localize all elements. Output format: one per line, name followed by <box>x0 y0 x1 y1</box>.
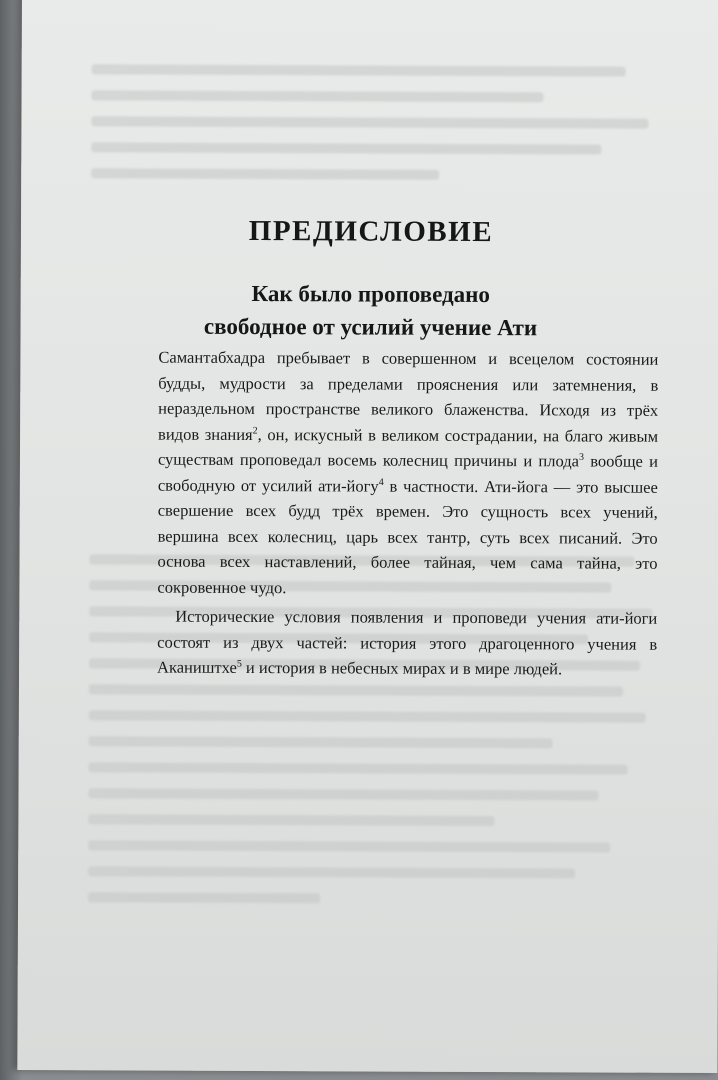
footnote-ref-3: 3 <box>579 451 585 463</box>
footnote-ref-2: 2 <box>252 425 258 437</box>
paragraph-2 <box>157 604 657 683</box>
chapter-subtitle <box>20 276 718 345</box>
paragraph-2-text-a: Исторические условия появления и проповеди учения ати-йоги состоят из двух частей: история этого драгоценного учения в Акаништхе <box>157 606 658 677</box>
subtitle-line-2: свободное от усилий учение Ати <box>203 313 538 341</box>
book-page <box>17 0 718 1073</box>
paragraph-1-text-d: в частности. Ати-йога — это высшее свершение всех будд трёх времен. Это сущность всех учений, вершина всех колесниц, царь всех тантр, суть всех писаний. Это основа всех наставлений, более тайная, чем сама тайна, это сокровенное чудо. <box>157 476 658 597</box>
paragraph-1-text-c: вообще и свободную от усилий ати-йогу <box>157 451 659 496</box>
paragraph-1-text-b: , он, искусный в великом сострадании, на благо живым существам проповедал восемь колесниц причины и плода <box>157 424 659 471</box>
subtitle-line-1: Как было проповедано <box>251 281 490 308</box>
body-text <box>157 345 658 687</box>
paragraph-1-text-a: Самантабхадра пребывает в совершенном и всецелом состоянии будды, мудрости за пределами прояснения или затемнения, в нераздельном пространстве великого блаженства. Исходя из трёх видов знания <box>158 347 659 444</box>
footnote-ref-4: 4 <box>378 476 384 488</box>
bleed-through-text <box>91 64 672 197</box>
page-title: ПРЕДИСЛОВИЕ <box>248 214 494 249</box>
paragraph-2-text-b: и история в небесных мирах и в мире людей. <box>241 657 563 679</box>
footnote-ref-5: 5 <box>236 658 242 670</box>
paragraph-1 <box>157 345 658 602</box>
